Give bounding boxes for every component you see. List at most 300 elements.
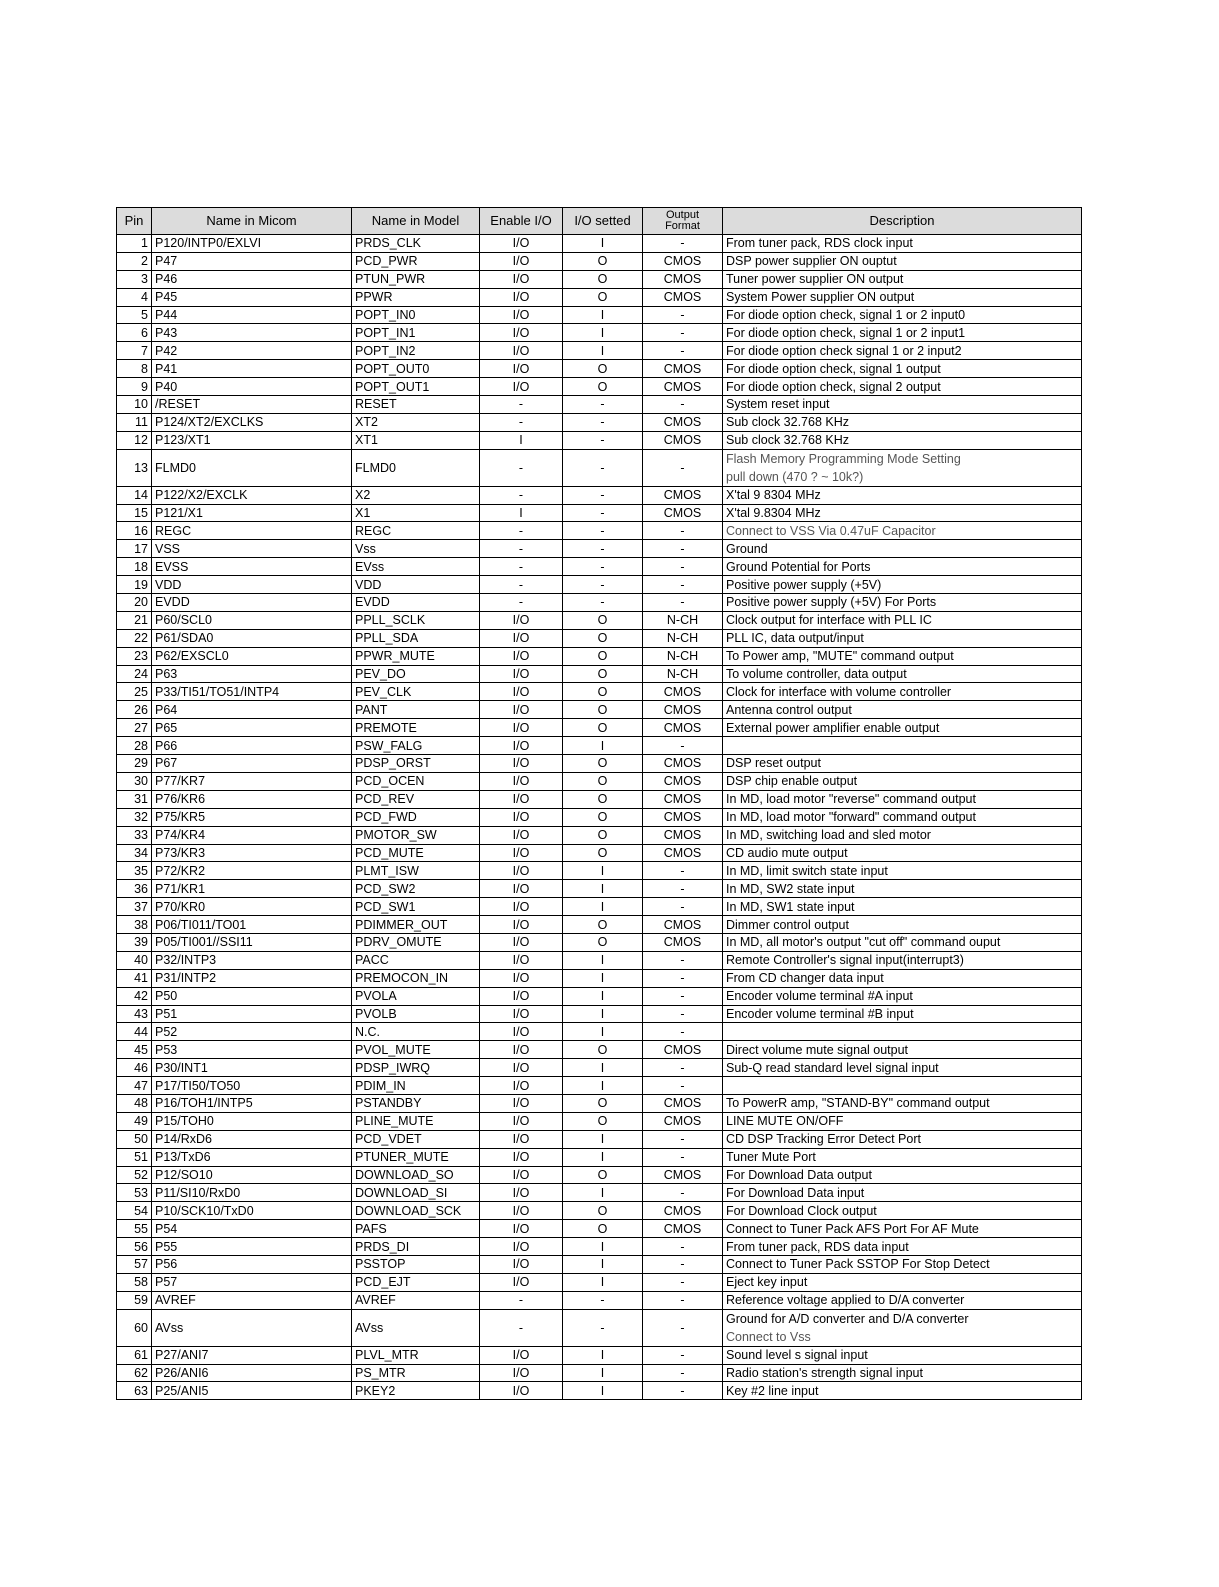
- cell-output-format: -: [643, 1077, 723, 1095]
- cell-io-setted: -: [563, 1309, 643, 1346]
- cell-output-format: CMOS: [643, 933, 723, 951]
- cell-description: System reset input: [723, 396, 1082, 414]
- cell-enable-io: I/O: [480, 1364, 563, 1382]
- cell-enable-io: I/O: [480, 1238, 563, 1256]
- cell-io-setted: I: [563, 1148, 643, 1166]
- cell-enable-io: I/O: [480, 378, 563, 396]
- cell-output-format: -: [643, 862, 723, 880]
- cell-output-format: N-CH: [643, 629, 723, 647]
- cell-io-setted: O: [563, 1112, 643, 1130]
- cell-enable-io: I/O: [480, 755, 563, 773]
- cell-enable-io: I/O: [480, 1166, 563, 1184]
- cell-enable-io: I/O: [480, 1202, 563, 1220]
- cell-enable-io: I/O: [480, 916, 563, 934]
- cell-name-in-micom: P17/TI50/TO50: [152, 1077, 352, 1095]
- cell-pin: 53: [117, 1184, 152, 1202]
- table-row: [117, 826, 1082, 844]
- cell-io-setted: I: [563, 1273, 643, 1291]
- cell-output-format: -: [643, 1346, 723, 1364]
- cell-output-format: -: [643, 969, 723, 987]
- pin-assignment-table: [116, 207, 1082, 1400]
- cell-io-setted: I: [563, 969, 643, 987]
- cell-enable-io: I/O: [480, 844, 563, 862]
- table-row: [117, 1255, 1082, 1273]
- cell-name-in-model: FLMD0: [352, 449, 480, 486]
- cell-output-format: CMOS: [643, 1112, 723, 1130]
- cell-io-setted: O: [563, 826, 643, 844]
- table-row: [117, 898, 1082, 916]
- cell-description: X'tal 9.8304 MHz: [723, 504, 1082, 522]
- cell-pin: 6: [117, 324, 152, 342]
- cell-enable-io: I/O: [480, 1184, 563, 1202]
- cell-name-in-micom: P40: [152, 378, 352, 396]
- cell-description: In MD, all motor's output "cut off" command ouput: [723, 933, 1082, 951]
- cell-name-in-micom: P71/KR1: [152, 880, 352, 898]
- cell-name-in-model: PDRV_OMUTE: [352, 933, 480, 951]
- cell-io-setted: -: [563, 431, 643, 449]
- cell-name-in-micom: AVss: [152, 1309, 352, 1346]
- table-row: [117, 1273, 1082, 1291]
- cell-output-format: CMOS: [643, 486, 723, 504]
- cell-pin: 40: [117, 951, 152, 969]
- table-row: [117, 683, 1082, 701]
- cell-io-setted: O: [563, 647, 643, 665]
- cell-pin: 31: [117, 790, 152, 808]
- cell-pin: 46: [117, 1059, 152, 1077]
- cell-name-in-micom: P70/KR0: [152, 898, 352, 916]
- cell-description: For Download Data output: [723, 1166, 1082, 1184]
- cell-pin: 12: [117, 431, 152, 449]
- cell-name-in-micom: P73/KR3: [152, 844, 352, 862]
- cell-output-format: CMOS: [643, 683, 723, 701]
- cell-description: To volume controller, data output: [723, 665, 1082, 683]
- cell-io-setted: I: [563, 951, 643, 969]
- cell-name-in-model: PDIMMER_OUT: [352, 916, 480, 934]
- cell-pin: 28: [117, 737, 152, 755]
- table-row: [117, 719, 1082, 737]
- table-row: [117, 1023, 1082, 1041]
- cell-pin: 5: [117, 306, 152, 324]
- cell-enable-io: I/O: [480, 969, 563, 987]
- table-row: [117, 647, 1082, 665]
- cell-pin: 38: [117, 916, 152, 934]
- cell-io-setted: O: [563, 665, 643, 683]
- cell-name-in-micom: EVSS: [152, 558, 352, 576]
- cell-output-format: CMOS: [643, 378, 723, 396]
- cell-enable-io: I/O: [480, 683, 563, 701]
- cell-description-line2: pull down (470 ? ~ 10k?): [726, 469, 864, 484]
- cell-name-in-model: PANT: [352, 701, 480, 719]
- table-row: [117, 737, 1082, 755]
- cell-enable-io: I: [480, 431, 563, 449]
- cell-name-in-micom: P67: [152, 755, 352, 773]
- cell-description: Clock output for interface with PLL IC: [723, 611, 1082, 629]
- cell-pin: 21: [117, 611, 152, 629]
- cell-pin: 63: [117, 1382, 152, 1400]
- cell-name-in-micom: P56: [152, 1255, 352, 1273]
- cell-description: In MD, switching load and sled motor: [723, 826, 1082, 844]
- cell-name-in-micom: P30/INT1: [152, 1059, 352, 1077]
- table-row: [117, 701, 1082, 719]
- cell-enable-io: I/O: [480, 611, 563, 629]
- cell-output-format: -: [643, 576, 723, 594]
- cell-description: To Power amp, "MUTE" command output: [723, 647, 1082, 665]
- cell-io-setted: O: [563, 683, 643, 701]
- cell-enable-io: I/O: [480, 1005, 563, 1023]
- cell-output-format: -: [643, 449, 723, 486]
- cell-name-in-micom: P54: [152, 1220, 352, 1238]
- cell-io-setted: O: [563, 844, 643, 862]
- cell-name-in-micom: P47: [152, 252, 352, 270]
- cell-pin: 36: [117, 880, 152, 898]
- cell-io-setted: -: [563, 486, 643, 504]
- cell-io-setted: I: [563, 1346, 643, 1364]
- cell-description: Sound level s signal input: [723, 1346, 1082, 1364]
- cell-pin: 29: [117, 755, 152, 773]
- cell-output-format: CMOS: [643, 504, 723, 522]
- cell-pin: 19: [117, 576, 152, 594]
- cell-description: From tuner pack, RDS clock input: [723, 235, 1082, 253]
- cell-output-format: -: [643, 898, 723, 916]
- cell-io-setted: I: [563, 1005, 643, 1023]
- cell-name-in-micom: P53: [152, 1041, 352, 1059]
- cell-enable-io: I/O: [480, 933, 563, 951]
- header-io-setted: I/O setted: [563, 208, 643, 235]
- cell-description: DSP reset output: [723, 755, 1082, 773]
- table-row: [117, 252, 1082, 270]
- cell-pin: 37: [117, 898, 152, 916]
- cell-output-format: -: [643, 558, 723, 576]
- cell-enable-io: I/O: [480, 342, 563, 360]
- cell-pin: 49: [117, 1112, 152, 1130]
- cell-name-in-micom: P45: [152, 288, 352, 306]
- cell-output-format: -: [643, 1005, 723, 1023]
- cell-description-line1: Flash Memory Programming Mode Setting: [726, 451, 961, 466]
- cell-name-in-model: PSSTOP: [352, 1255, 480, 1273]
- cell-description: Ground Potential for Ports: [723, 558, 1082, 576]
- table-row: [117, 1077, 1082, 1095]
- cell-description: In MD, SW1 state input: [723, 898, 1082, 916]
- cell-enable-io: I: [480, 504, 563, 522]
- cell-name-in-model: PDSP_ORST: [352, 755, 480, 773]
- cell-description: Sub-Q read standard level signal input: [723, 1059, 1082, 1077]
- cell-name-in-model: PSTANDBY: [352, 1094, 480, 1112]
- cell-name-in-micom: REGC: [152, 522, 352, 540]
- cell-pin: 7: [117, 342, 152, 360]
- table-row: [117, 431, 1082, 449]
- cell-description: [723, 1309, 1082, 1346]
- cell-pin: 13: [117, 449, 152, 486]
- cell-io-setted: O: [563, 1041, 643, 1059]
- cell-name-in-model: PVOLB: [352, 1005, 480, 1023]
- cell-io-setted: I: [563, 1382, 643, 1400]
- cell-description: X'tal 9 8304 MHz: [723, 486, 1082, 504]
- cell-enable-io: I/O: [480, 862, 563, 880]
- cell-io-setted: -: [563, 576, 643, 594]
- table-row: [117, 1202, 1082, 1220]
- cell-name-in-micom: FLMD0: [152, 449, 352, 486]
- cell-description: DSP chip enable output: [723, 772, 1082, 790]
- cell-name-in-model: PDSP_IWRQ: [352, 1059, 480, 1077]
- cell-name-in-micom: P65: [152, 719, 352, 737]
- cell-description: [723, 1077, 1082, 1095]
- cell-name-in-micom: P57: [152, 1273, 352, 1291]
- cell-name-in-micom: P121/X1: [152, 504, 352, 522]
- cell-name-in-model: PKEY2: [352, 1382, 480, 1400]
- pin-table-container: [116, 207, 1082, 1400]
- cell-output-format: -: [643, 342, 723, 360]
- cell-name-in-model: PCD_PWR: [352, 252, 480, 270]
- cell-name-in-model: PLMT_ISW: [352, 862, 480, 880]
- cell-pin: 2: [117, 252, 152, 270]
- table-row: [117, 486, 1082, 504]
- table-row: [117, 270, 1082, 288]
- cell-name-in-micom: P51: [152, 1005, 352, 1023]
- cell-pin: 33: [117, 826, 152, 844]
- table-row: [117, 449, 1082, 486]
- cell-name-in-micom: P46: [152, 270, 352, 288]
- cell-name-in-micom: P120/INTP0/EXLVI: [152, 235, 352, 253]
- table-row: [117, 342, 1082, 360]
- cell-description: Sub clock 32.768 KHz: [723, 431, 1082, 449]
- cell-description: For diode option check, signal 1 or 2 input1: [723, 324, 1082, 342]
- cell-io-setted: O: [563, 719, 643, 737]
- cell-enable-io: I/O: [480, 987, 563, 1005]
- cell-name-in-model: PEV_CLK: [352, 683, 480, 701]
- cell-name-in-micom: P66: [152, 737, 352, 755]
- cell-name-in-micom: P44: [152, 306, 352, 324]
- cell-name-in-model: XT2: [352, 413, 480, 431]
- cell-description: CD DSP Tracking Error Detect Port: [723, 1130, 1082, 1148]
- cell-output-format: CMOS: [643, 826, 723, 844]
- cell-io-setted: O: [563, 1094, 643, 1112]
- table-row: [117, 629, 1082, 647]
- cell-name-in-model: PEV_DO: [352, 665, 480, 683]
- table-row: [117, 951, 1082, 969]
- cell-io-setted: O: [563, 288, 643, 306]
- table-row: [117, 1059, 1082, 1077]
- cell-name-in-model: PACC: [352, 951, 480, 969]
- cell-output-format: -: [643, 1023, 723, 1041]
- cell-output-format: -: [643, 1364, 723, 1382]
- cell-name-in-model: VDD: [352, 576, 480, 594]
- cell-name-in-micom: P32/INTP3: [152, 951, 352, 969]
- table-row: [117, 808, 1082, 826]
- cell-name-in-micom: P06/TI011/TO01: [152, 916, 352, 934]
- cell-name-in-micom: P16/TOH1/INTP5: [152, 1094, 352, 1112]
- cell-description: For diode option check, signal 2 output: [723, 378, 1082, 396]
- cell-description: PLL IC, data output/input: [723, 629, 1082, 647]
- table-row: [117, 755, 1082, 773]
- cell-enable-io: I/O: [480, 1382, 563, 1400]
- cell-name-in-micom: /RESET: [152, 396, 352, 414]
- table-row: [117, 1041, 1082, 1059]
- table-row: [117, 969, 1082, 987]
- cell-io-setted: O: [563, 808, 643, 826]
- cell-description: System Power supplier ON output: [723, 288, 1082, 306]
- cell-name-in-model: PVOLA: [352, 987, 480, 1005]
- cell-name-in-model: PCD_OCEN: [352, 772, 480, 790]
- cell-output-format: -: [643, 1255, 723, 1273]
- cell-enable-io: I/O: [480, 826, 563, 844]
- cell-enable-io: I/O: [480, 1255, 563, 1273]
- cell-enable-io: I/O: [480, 1112, 563, 1130]
- cell-description: In MD, SW2 state input: [723, 880, 1082, 898]
- cell-output-format: N-CH: [643, 665, 723, 683]
- table-row: [117, 1112, 1082, 1130]
- cell-output-format: CMOS: [643, 808, 723, 826]
- cell-name-in-model: PVOL_MUTE: [352, 1041, 480, 1059]
- cell-description: Clock for interface with volume controller: [723, 683, 1082, 701]
- cell-enable-io: -: [480, 594, 563, 612]
- table-row: [117, 1291, 1082, 1309]
- cell-pin: 62: [117, 1364, 152, 1382]
- cell-description: Sub clock 32.768 KHz: [723, 413, 1082, 431]
- cell-output-format: -: [643, 306, 723, 324]
- cell-description: Radio station's strength signal input: [723, 1364, 1082, 1382]
- cell-enable-io: I/O: [480, 647, 563, 665]
- cell-pin: 47: [117, 1077, 152, 1095]
- cell-output-format: -: [643, 1238, 723, 1256]
- cell-output-format: -: [643, 235, 723, 253]
- cell-name-in-micom: P15/TOH0: [152, 1112, 352, 1130]
- cell-description: Connect to Tuner Pack AFS Port For AF Mute: [723, 1220, 1082, 1238]
- cell-io-setted: I: [563, 1238, 643, 1256]
- cell-io-setted: O: [563, 790, 643, 808]
- cell-name-in-micom: P122/X2/EXCLK: [152, 486, 352, 504]
- cell-name-in-model: PLVL_MTR: [352, 1346, 480, 1364]
- cell-pin: 24: [117, 665, 152, 683]
- cell-io-setted: I: [563, 1077, 643, 1095]
- table-row: [117, 862, 1082, 880]
- cell-name-in-model: PREMOCON_IN: [352, 969, 480, 987]
- table-row: [117, 324, 1082, 342]
- table-row: [117, 1005, 1082, 1023]
- cell-description: [723, 737, 1082, 755]
- table-row: [117, 413, 1082, 431]
- table-row: [117, 1238, 1082, 1256]
- cell-description: Encoder volume terminal #A input: [723, 987, 1082, 1005]
- cell-enable-io: I/O: [480, 252, 563, 270]
- cell-name-in-model: PAFS: [352, 1220, 480, 1238]
- cell-output-format: -: [643, 1291, 723, 1309]
- cell-name-in-micom: P26/ANI6: [152, 1364, 352, 1382]
- cell-output-format: CMOS: [643, 252, 723, 270]
- cell-io-setted: O: [563, 270, 643, 288]
- cell-io-setted: O: [563, 611, 643, 629]
- cell-output-format: CMOS: [643, 755, 723, 773]
- cell-output-format: -: [643, 396, 723, 414]
- cell-description: For diode option check signal 1 or 2 input2: [723, 342, 1082, 360]
- cell-name-in-model: PCD_VDET: [352, 1130, 480, 1148]
- cell-enable-io: I/O: [480, 665, 563, 683]
- cell-description: To PowerR amp, "STAND-BY" command output: [723, 1094, 1082, 1112]
- cell-pin: 9: [117, 378, 152, 396]
- cell-enable-io: I/O: [480, 1220, 563, 1238]
- cell-name-in-model: EVss: [352, 558, 480, 576]
- cell-name-in-micom: P63: [152, 665, 352, 683]
- cell-pin: 14: [117, 486, 152, 504]
- table-row: [117, 1094, 1082, 1112]
- cell-pin: 44: [117, 1023, 152, 1041]
- cell-enable-io: I/O: [480, 719, 563, 737]
- cell-name-in-micom: P55: [152, 1238, 352, 1256]
- cell-output-format: CMOS: [643, 1041, 723, 1059]
- cell-pin: 43: [117, 1005, 152, 1023]
- cell-description: Positive power supply (+5V): [723, 576, 1082, 594]
- cell-name-in-model: POPT_IN0: [352, 306, 480, 324]
- cell-description: In MD, load motor "forward" command output: [723, 808, 1082, 826]
- cell-output-format: -: [643, 1184, 723, 1202]
- cell-output-format: CMOS: [643, 916, 723, 934]
- cell-io-setted: -: [563, 558, 643, 576]
- cell-name-in-model: PLINE_MUTE: [352, 1112, 480, 1130]
- cell-description: Tuner power supplier ON output: [723, 270, 1082, 288]
- table-body: [117, 235, 1082, 1400]
- cell-name-in-micom: P25/ANI5: [152, 1382, 352, 1400]
- cell-pin: 15: [117, 504, 152, 522]
- cell-enable-io: I/O: [480, 880, 563, 898]
- cell-enable-io: -: [480, 413, 563, 431]
- cell-name-in-model: PPWR_MUTE: [352, 647, 480, 665]
- cell-io-setted: O: [563, 252, 643, 270]
- cell-io-setted: I: [563, 737, 643, 755]
- cell-pin: 26: [117, 701, 152, 719]
- cell-name-in-model: PCD_MUTE: [352, 844, 480, 862]
- cell-name-in-model: PCD_SW2: [352, 880, 480, 898]
- header-description: Description: [723, 208, 1082, 235]
- header-pin: Pin: [117, 208, 152, 235]
- cell-io-setted: I: [563, 342, 643, 360]
- cell-description: LINE MUTE ON/OFF: [723, 1112, 1082, 1130]
- cell-output-format: CMOS: [643, 431, 723, 449]
- cell-name-in-micom: P12/SO10: [152, 1166, 352, 1184]
- cell-name-in-micom: VSS: [152, 540, 352, 558]
- cell-enable-io: I/O: [480, 1130, 563, 1148]
- cell-description: In MD, load motor "reverse" command output: [723, 790, 1082, 808]
- cell-name-in-model: Vss: [352, 540, 480, 558]
- cell-io-setted: O: [563, 378, 643, 396]
- cell-enable-io: -: [480, 486, 563, 504]
- cell-description: For diode option check, signal 1 or 2 input0: [723, 306, 1082, 324]
- cell-pin: 48: [117, 1094, 152, 1112]
- cell-enable-io: I/O: [480, 270, 563, 288]
- table-header-row: [117, 208, 1082, 235]
- cell-pin: 17: [117, 540, 152, 558]
- cell-description: For diode option check, signal 1 output: [723, 360, 1082, 378]
- table-row: [117, 611, 1082, 629]
- cell-pin: 54: [117, 1202, 152, 1220]
- cell-description-line2: Connect to Vss: [726, 1329, 811, 1344]
- cell-pin: 3: [117, 270, 152, 288]
- cell-name-in-micom: P60/SCL0: [152, 611, 352, 629]
- cell-name-in-micom: VDD: [152, 576, 352, 594]
- cell-description: [723, 1023, 1082, 1041]
- cell-io-setted: O: [563, 360, 643, 378]
- table-row: [117, 558, 1082, 576]
- cell-pin: 23: [117, 647, 152, 665]
- cell-name-in-model: EVDD: [352, 594, 480, 612]
- cell-name-in-model: POPT_IN2: [352, 342, 480, 360]
- cell-pin: 35: [117, 862, 152, 880]
- cell-pin: 45: [117, 1041, 152, 1059]
- cell-name-in-model: PPWR: [352, 288, 480, 306]
- table-row: [117, 772, 1082, 790]
- cell-name-in-micom: P61/SDA0: [152, 629, 352, 647]
- cell-io-setted: -: [563, 1291, 643, 1309]
- cell-enable-io: I/O: [480, 1077, 563, 1095]
- table-row: [117, 288, 1082, 306]
